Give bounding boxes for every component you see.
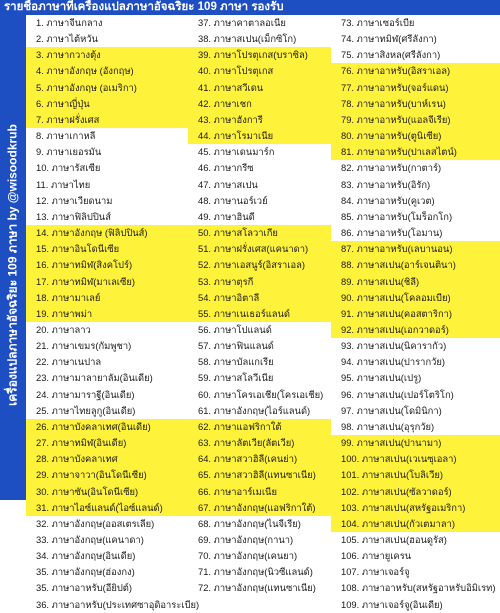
language-list-item: 10. ภาษารัสเซีย — [36, 162, 101, 174]
language-list-item: 61. ภาษาอังกฤษ(ไอร์แลนด์) — [198, 404, 311, 416]
language-list-item: 99. ภาษาสเปน(ปานามา) — [331, 435, 500, 451]
language-list-item: 18. ภาษามาเลย์ — [26, 290, 188, 306]
language-list-item: 33. ภาษาอังกฤษ(แคนาดา) — [36, 534, 144, 545]
language-list-item: 34. ภาษาอังกฤษ(อินเดีย) — [36, 550, 136, 562]
language-list-item: 108. ภาษาอาหรับ(สหรัฐอาหรับอิมิเรท) — [341, 582, 496, 594]
language-list-item: 25. ภาษาไทยลูกู(อินเดีย) — [36, 404, 136, 416]
language-list-item: 94. ภาษาสเปน(ปารากวัย) — [341, 356, 446, 368]
language-list-item: 36. ภาษาอาหรับ(ประเทศซาอุดิอาระเบีย) — [36, 598, 200, 610]
language-list-item: 87. ภาษาอาหรับ(เลบานอน) — [331, 241, 500, 257]
language-list-item: 80. ภาษาอาหรับ(ตูนิเซีย) — [331, 128, 500, 144]
language-list-item: 96. ภาษาสเปน(เปอร์โตริโก) — [341, 388, 454, 400]
language-list-item: 39. ภาษาโปรตุเกส(บราซิล) — [188, 47, 331, 63]
language-list-item: 90. ภาษาสเปน(โคลอมเบีย) — [331, 290, 500, 306]
language-list-item: 17. ภาษาทมิฬ(มาเลเซีย) — [26, 274, 188, 290]
language-column-2 — [188, 15, 331, 594]
language-list-item: 97. ภาษาสเปน(โดมินิกา) — [341, 404, 442, 416]
language-list-item: 89. ภาษาสเปน(ชิลี) — [331, 274, 500, 290]
language-list-item: 28. ภาษาบังคลาเทศ — [26, 451, 188, 467]
language-list-item: 82. ภาษาอาหรับ(กาตาร์) — [341, 162, 442, 174]
language-list-item: 92. ภาษาสเปน(เอกวาดอร์) — [331, 322, 500, 338]
language-list-item: 2. ภาษาไต้หวัน — [36, 33, 98, 45]
language-list-item: 77. ภาษาอาหรับ(จอร์แดน) — [331, 80, 500, 96]
language-list-item: 70. ภาษาอังกฤษ(เคนยา) — [198, 550, 298, 562]
language-list-item: 64. ภาษาสวาฮิลี(เคนย่า) — [188, 451, 331, 467]
language-list-item: 51. ภาษาฝรั่งเศส(แคนาดา) — [188, 241, 331, 257]
language-list-item: 52. ภาษาเอสนูร์(อิสราเอล) — [188, 257, 331, 273]
language-list-item: 50. ภาษาสโลวาเกีย — [188, 225, 331, 241]
language-list-item: 12. ภาษาเวียดนาม — [36, 194, 113, 206]
language-list-item: 9. ภาษาเยอรมัน — [36, 146, 102, 158]
language-list-item: 11. ภาษาไทย — [36, 178, 91, 190]
language-list-item: 37. ภาษาคาตาลอเนีย — [198, 17, 286, 28]
language-list-item: 45. ภาษาเดนมาร์ก — [198, 146, 275, 158]
language-column-1 — [26, 15, 200, 610]
language-list-item: 22. ภาษาเนปาล — [36, 356, 102, 368]
language-list-item: 81. ภาษาอาหรับ(ปาเลสไตน์) — [331, 144, 500, 160]
language-list-item: 30. ภาษาซัน(อินโดนีเซีย) — [26, 484, 188, 500]
language-list-item: 1. ภาษาจีนกลาง — [36, 17, 103, 28]
language-list-item: 55. ภาษาเนเธอร์แลนด์ — [188, 306, 331, 322]
language-list-item: 27. ภาษาทมิฬ(อินเดีย) — [26, 435, 188, 451]
language-list-item: 53. ภาษาตุรกี — [188, 274, 331, 290]
language-list-item: 44. ภาษาโรมาเนีย — [188, 128, 331, 144]
language-list-item: 26. ภาษาบังคลาเทศ(อินเดีย) — [26, 419, 188, 435]
language-list-item: 24. ภาษามาราฐี(อินเดีย) — [36, 388, 135, 400]
language-list-item: 102. ภาษาสเปน(ซัลวาดอร์) — [331, 484, 500, 500]
language-list-item: 100. ภาษาสเปน(เวเนซุเอลา) — [331, 451, 500, 467]
language-list-item: 56. ภาษาโปแลนด์ — [198, 323, 272, 335]
language-list-item: 75. ภาษาสิงหล(ศรีลังกา) — [341, 49, 441, 61]
language-list-item: 58. ภาษาบัลแกเรีย — [198, 356, 274, 368]
language-list-item: 48. ภาษานอร์เวย์ — [198, 194, 268, 206]
language-list-item: 21. ภาษาเขมร(กัมพูชา) — [36, 340, 132, 352]
language-list-item: 29. ภาษาจาวา(อินโดนีเซีย) — [26, 467, 188, 483]
language-list-item: 72. ภาษาอังกฤษ(แทนซาเนีย) — [198, 582, 316, 594]
language-list-item: 46. ภาษากรีซ — [198, 162, 254, 174]
language-list-item: 60. ภาษาโครเอเชีย(โครเอเชีย) — [198, 388, 324, 400]
vertical-title-banner — [0, 15, 26, 500]
language-list-item: 43. ภาษาฮังการี — [188, 112, 331, 128]
language-list-item: 59. ภาษาสโลวีเนีย — [198, 372, 274, 384]
language-list-item: 85. ภาษาอาหรับ(โมร็อกโก) — [341, 210, 453, 222]
language-list-item: 13. ภาษาฟิลิปปินส์ — [36, 210, 111, 222]
language-list-item: 107. ภาษาเจอร์จู — [341, 566, 410, 578]
language-list-item: 67. ภาษาอังกฤษ(แอฟริกาใต้) — [188, 500, 331, 516]
language-list-item: 69. ภาษาอังกฤษ(กานา) — [198, 534, 294, 545]
language-list-item: 104. ภาษาสเปน(กัวเตมาลา) — [331, 516, 500, 532]
language-list-item: 23. ภาษามาลายาลัม(อินเดีย) — [36, 372, 153, 384]
language-list-item: 105. ภาษาสเปน(ฮอนดูรัส) — [341, 534, 447, 545]
language-list-item: 101. ภาษาสเปน(โบลิเวีย) — [331, 467, 500, 483]
language-list-item: 109. ภาษาเจอร์จู(อินเดีย) — [341, 598, 443, 610]
language-list-item: 41. ภาษาสวีเดน — [188, 80, 331, 96]
language-list-item: 93. ภาษาสเปน(นิคารากัว) — [341, 340, 447, 352]
language-list-item: 35. ภาษาอังกฤษ(ฮ่องกง) — [36, 566, 135, 578]
language-list-item: 47. ภาษาสเปน — [198, 178, 258, 190]
language-list-item: 38. ภาษาสเปน(เม็กซิโก) — [198, 33, 297, 45]
language-list-item: 91. ภาษาสเปน(คอสตาริกา) — [331, 306, 500, 322]
language-list-item: 19. ภาษาพม่า — [26, 306, 188, 322]
language-list-item: 31. ภาษาไอซ์แลนด์(ไอซ์แลนด์) — [26, 500, 188, 516]
language-list-item: 66. ภาษาอาร์เมเนีย — [188, 484, 331, 500]
language-list-item: 57. ภาษาฟินแลนด์ — [198, 340, 274, 352]
language-column-3 — [331, 15, 500, 610]
language-list-item: 79. ภาษาอาหรับ(แอลจีเรีย) — [331, 112, 500, 128]
language-list-item: 16. ภาษาทมิฬ(สิงคโปร์) — [26, 257, 188, 273]
page-title: รายชื่อภาษาที่เครื่องแปลภาษาอัจฉริยะ 109 ภาษา รองรับ — [0, 0, 500, 15]
language-list-item: 95. ภาษาสเปน(เปรู) — [341, 372, 422, 384]
language-list-item: 42. ภาษาเชก — [188, 96, 331, 112]
language-list-item: 84. ภาษาอาหรับ(คูเวต) — [341, 194, 435, 206]
language-list-item: 71. ภาษาอังกฤษ(นิวซีแลนด์) — [198, 566, 313, 578]
language-list-item: 32. ภาษาอังกฤษ(ออสเตรเลีย) — [36, 517, 155, 529]
language-list-item: 49. ภาษาฮินดี — [198, 210, 255, 222]
language-list-item: 103. ภาษาสเปน(สหรัฐอเมริกา) — [331, 500, 500, 516]
language-list-item: 83. ภาษาอาหรับ(อิรัก) — [341, 178, 431, 190]
language-list-item: 54. ภาษาอิตาลี — [188, 290, 331, 306]
language-list-item: 98. ภาษาสเปน(อุรุกวัย) — [341, 420, 435, 432]
language-list-item: 7. ภาษาฝรั่งเศส — [26, 112, 188, 128]
language-list-item: 78. ภาษาอาหรับ(บาห์เรน) — [331, 96, 500, 112]
language-list-item: 4. ภาษาอังกฤษ (อังกฤษ) — [26, 63, 188, 79]
language-list-item: 73. ภาษาเซอร์เบีย — [341, 17, 415, 28]
language-list-item: 88. ภาษาสเปน(อาร์เจนตินา) — [331, 257, 500, 273]
language-list-item: 14. ภาษาอังกฤษ (ฟิลิปปินส์) — [26, 225, 188, 241]
language-list-item: 68. ภาษาอังกฤษ(ไนจีเรีย) — [198, 517, 301, 529]
language-list-item: 3. ภาษากวางตุ้ง — [26, 47, 188, 63]
language-list-item: 62. ภาษาแอฟริกาใต้ — [188, 419, 331, 435]
language-list-item: 20. ภาษาลาว — [36, 323, 91, 335]
vertical-title-text: เครื่องแปลภาษาอัจฉริยะ 109 ภาษา by @wisoodkrub — [5, 124, 20, 406]
language-list-item: 106. ภาษายูเครน — [341, 550, 412, 562]
language-list-item: 35. ภาษาอาหรับ(อียิปต์) — [36, 582, 132, 594]
language-list-item: 65. ภาษาสวาฮิลี(แทนซาเนีย) — [188, 467, 331, 483]
language-list-item: 63. ภาษาลัตเวีย(ลัตเวีย) — [188, 435, 331, 451]
language-list-item: 74. ภาษาทมิฬ(ศรีลังกา) — [341, 33, 437, 45]
language-list-item: 6. ภาษาญี่ปุ่น — [26, 96, 188, 112]
language-list-item: 40. ภาษาโปรตุเกส — [188, 63, 331, 79]
language-list-item: 76. ภาษาอาหรับ(อิสราเอล) — [331, 63, 500, 79]
language-list-item: 86. ภาษาอาหรับ(โอมาน) — [341, 227, 443, 239]
language-list-item: 15. ภาษาอินโดนีเซีย — [26, 241, 188, 257]
language-list-item: 8. ภาษาเกาหลี — [36, 130, 96, 142]
language-list-item: 5. ภาษาอังกฤษ (อเมริกา) — [26, 80, 188, 96]
